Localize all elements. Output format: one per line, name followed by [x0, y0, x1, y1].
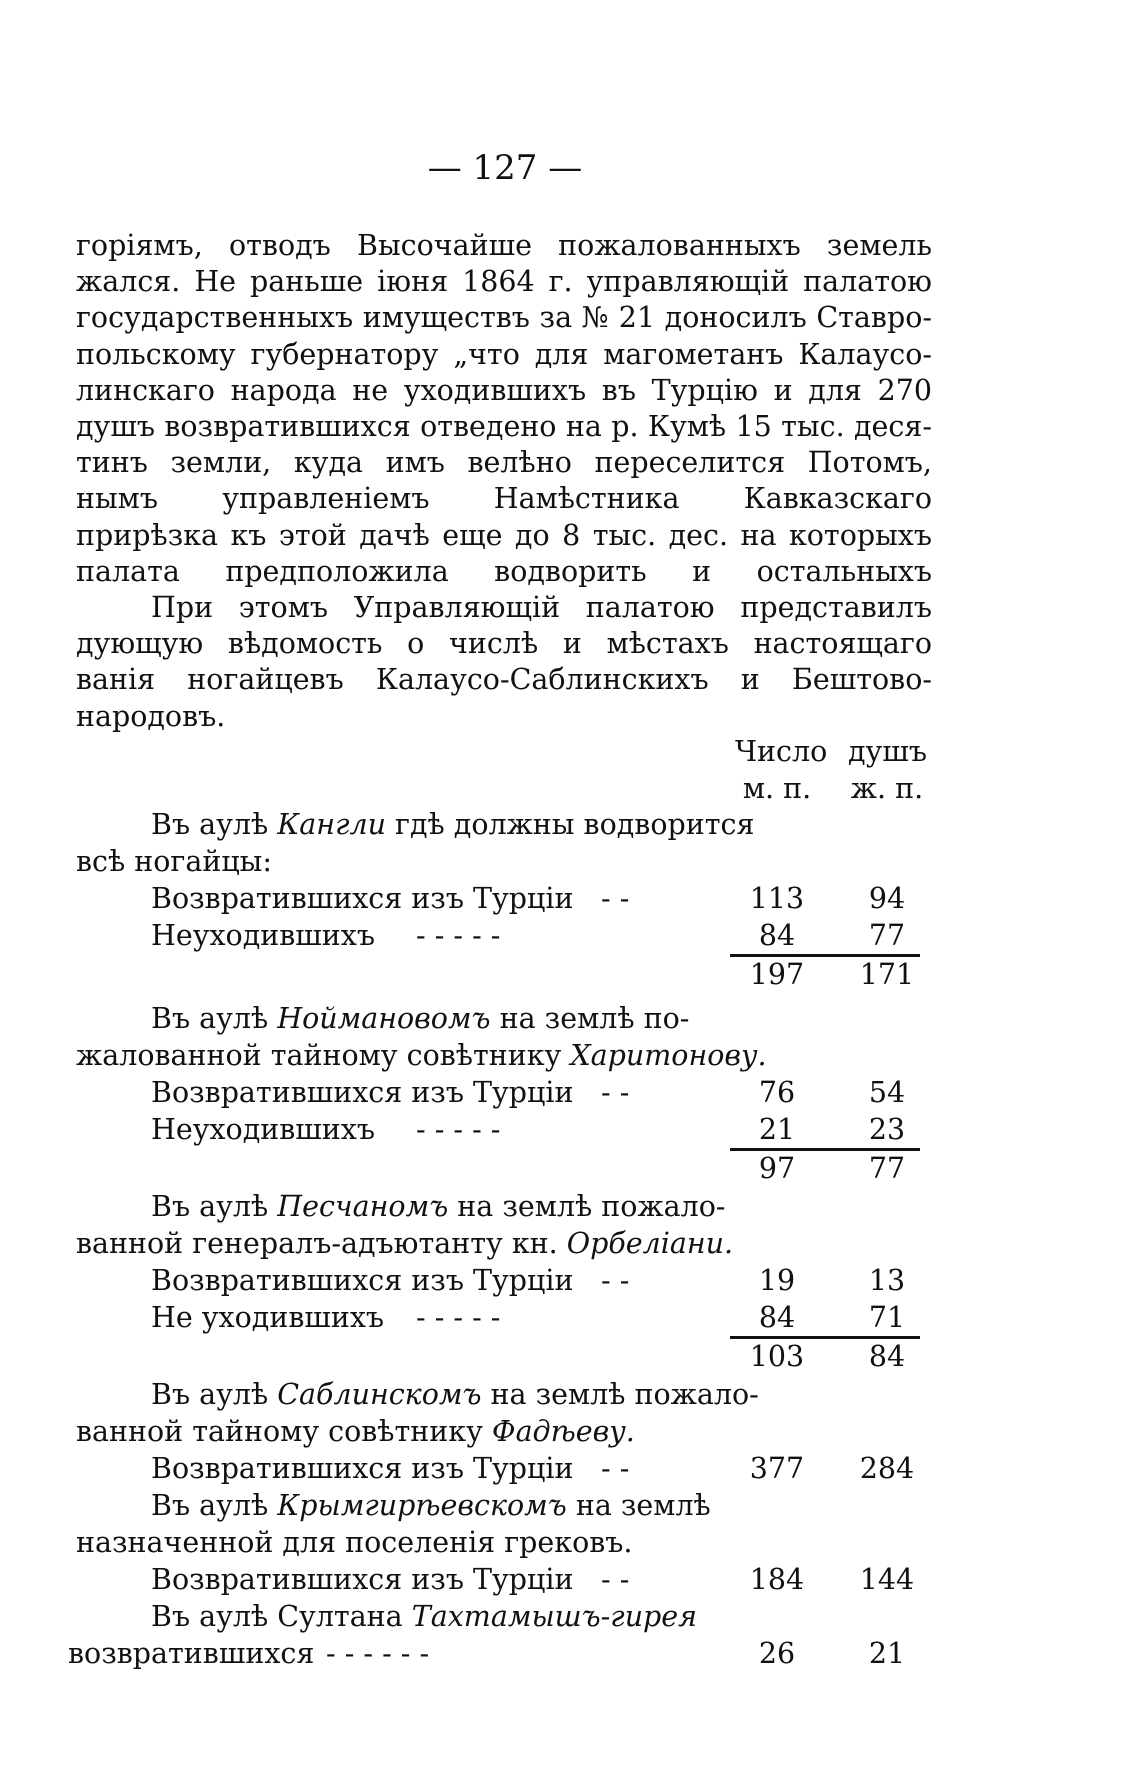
- value-male: 26: [758, 1637, 796, 1670]
- value-female: 77: [868, 919, 906, 952]
- leader-dashes: - -: [601, 882, 630, 915]
- text-line: линскаго народа не уходившихъ въ Турцію и для 270: [76, 373, 932, 407]
- paragraph-2: [76, 590, 932, 735]
- value-male: 84: [758, 1301, 796, 1334]
- row-label: Не уходившихъ: [151, 1301, 385, 1334]
- row-label: Возвратившихся изъ Турціи: [151, 1264, 574, 1297]
- heading-text: гдѣ должны водворится: [385, 808, 755, 841]
- value-male: 21: [758, 1113, 796, 1146]
- text-line: государственныхъ имуществъ за № 21 доносилъ Ставро-: [76, 301, 932, 335]
- text-line: горіямъ, отводъ Высочайше пожалованныхъ земель: [76, 229, 932, 262]
- heading-text: Въ аулѣ: [151, 808, 278, 841]
- total-female: 77: [868, 1152, 906, 1185]
- value-female: 23: [868, 1113, 906, 1146]
- text-line: ванія ногайцевъ Калаусо-Саблинскихъ и Бештово-: [76, 663, 932, 697]
- row-label: Возвратившихся изъ Турціи: [151, 882, 574, 915]
- total-female: 171: [859, 958, 915, 991]
- page-number: — 127 —: [427, 148, 583, 188]
- row-label: Неуходившихъ: [151, 1113, 376, 1146]
- person-name: Фадѣеву.: [491, 1415, 635, 1448]
- text-line: душъ возвратившихся отведено на р. Кумѣ 15 тыс. деся-: [76, 409, 932, 443]
- place-name: Ноймановомъ: [277, 1002, 491, 1035]
- text-line: дующую вѣдомость о числѣ и мѣстахъ настоящаго: [76, 627, 932, 661]
- place-name: Крымгирѣевскомъ: [277, 1489, 567, 1522]
- value-male: 84: [758, 919, 796, 952]
- heading-text: жалованной тайному совѣтнику: [76, 1039, 571, 1072]
- text-line: палата предположила водворить и остальныхъ: [76, 554, 932, 588]
- value-female: 94: [868, 882, 906, 915]
- row-label: Возвратившихся изъ Турціи: [151, 1076, 574, 1109]
- person-name: Тахтамышъ-гирея: [411, 1600, 698, 1633]
- value-female: 21: [868, 1637, 906, 1670]
- heading-text: Въ аулѣ Султана: [151, 1600, 412, 1633]
- leader-dashes: - - - - -: [416, 1113, 501, 1146]
- value-female: 54: [868, 1076, 906, 1109]
- header-col-female: ж. п.: [850, 772, 924, 805]
- total-male: 103: [749, 1340, 805, 1373]
- leader-dashes: - - - - -: [416, 1301, 501, 1334]
- heading-text: назначенной для поселенія грековъ.: [76, 1526, 633, 1559]
- leader-dashes: - -: [601, 1452, 630, 1485]
- leader-dashes: - - - - -: [416, 919, 501, 952]
- total-male: 97: [758, 1152, 796, 1185]
- text-line: прирѣзка къ этой дачѣ еще до 8 тыс. дес. на которыхъ: [76, 518, 932, 552]
- leader-dashes: - - - - - -: [326, 1637, 430, 1670]
- text-line: народовъ.: [76, 699, 226, 733]
- row-label: Возвратившихся изъ Турціи: [151, 1452, 574, 1485]
- heading-text: ванной тайному совѣтнику: [76, 1415, 492, 1448]
- value-female: 144: [859, 1563, 915, 1596]
- leader-dashes: - -: [601, 1563, 630, 1596]
- value-female: 71: [868, 1301, 906, 1334]
- value-male: 377: [749, 1452, 805, 1485]
- heading-text: на землѣ по-: [490, 1002, 690, 1035]
- header-word-dush: душъ: [848, 735, 927, 768]
- heading-text: Въ аулѣ: [151, 1002, 278, 1035]
- text-line: польскому губернатору „что для магометанъ Калаусо-: [76, 337, 932, 371]
- heading-text: всѣ ногайцы:: [76, 845, 272, 878]
- text-line: При этомъ Управляющій палатою представилъ: [151, 591, 932, 624]
- row-label: Неуходившихъ: [151, 919, 376, 952]
- row-label: возвратившихся: [68, 1637, 315, 1670]
- heading-text: Въ аулѣ: [151, 1190, 278, 1223]
- paragraph-1: [76, 228, 932, 590]
- leader-dashes: - -: [601, 1076, 630, 1109]
- person-name: Орбеліани.: [566, 1227, 734, 1260]
- value-male: 113: [749, 882, 805, 915]
- text-line: жался. Не раньше іюня 1864 г. управляющій палатою: [76, 265, 932, 299]
- header-word-chislo: Число: [735, 735, 828, 768]
- sum-rule: [730, 954, 920, 957]
- heading-text: ванной генералъ-адъютанту кн.: [76, 1227, 567, 1260]
- heading-text: на землѣ: [566, 1489, 711, 1522]
- person-name: Харитонову.: [570, 1039, 767, 1072]
- heading-text: Въ аулѣ: [151, 1378, 278, 1411]
- value-female: 284: [859, 1452, 915, 1485]
- text-line: тинъ земли, куда имъ велѣно переселится Потомъ,: [76, 446, 932, 480]
- heading-text: на землѣ пожало-: [481, 1378, 759, 1411]
- sum-rule: [730, 1336, 920, 1339]
- text-line: нымъ управленіемъ Намѣстника Кавказскаго: [76, 482, 932, 516]
- place-name: Песчаномъ: [277, 1190, 449, 1223]
- sum-rule: [730, 1148, 920, 1151]
- value-female: 13: [868, 1264, 906, 1297]
- total-female: 84: [868, 1340, 906, 1373]
- value-male: 184: [749, 1563, 805, 1596]
- heading-text: Въ аулѣ: [151, 1489, 278, 1522]
- value-male: 19: [758, 1264, 796, 1297]
- value-male: 76: [758, 1076, 796, 1109]
- leader-dashes: - -: [601, 1264, 630, 1297]
- place-name: Кангли: [277, 808, 386, 841]
- header-col-male: м. п.: [742, 772, 812, 805]
- place-name: Саблинскомъ: [277, 1378, 482, 1411]
- row-label: Возвратившихся изъ Турціи: [151, 1563, 574, 1596]
- total-male: 197: [749, 958, 805, 991]
- heading-text: на землѣ пожало-: [448, 1190, 726, 1223]
